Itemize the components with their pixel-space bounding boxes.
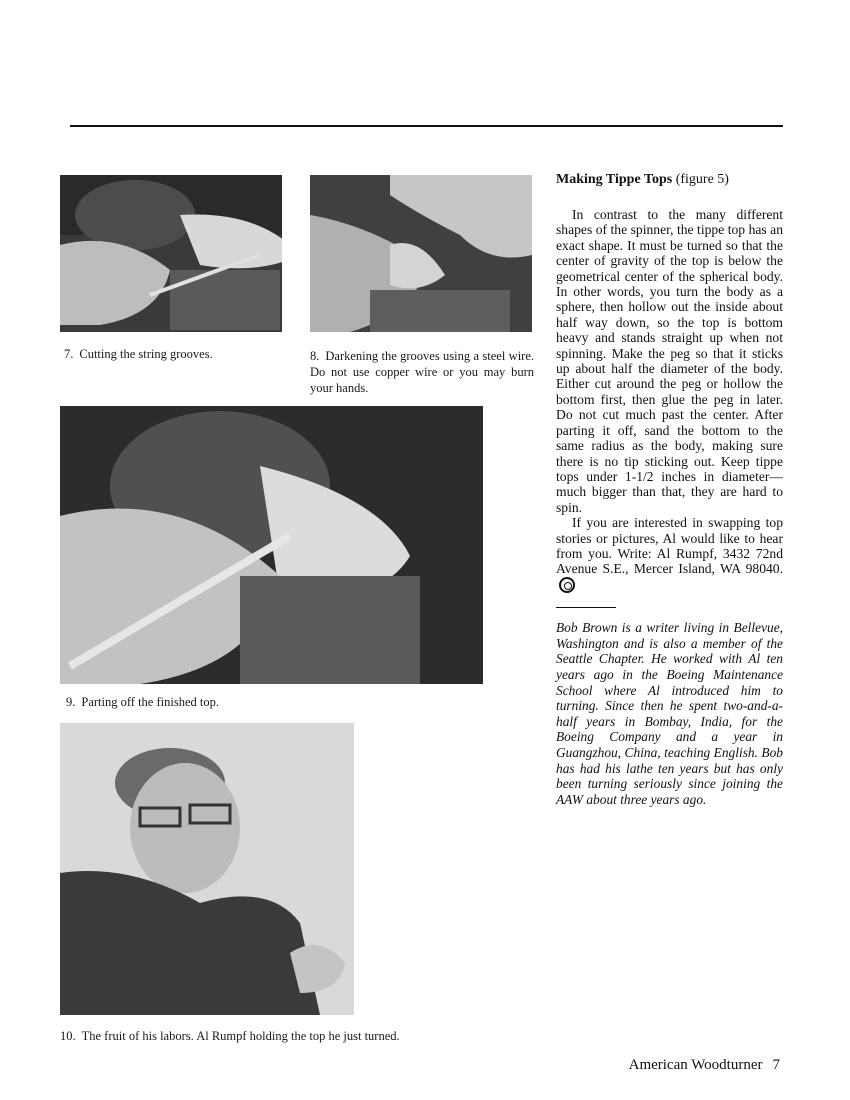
heading-title: Making Tippe Tops bbox=[556, 172, 673, 187]
page-number: 7 bbox=[772, 1057, 780, 1073]
publication-name: American Woodturner bbox=[628, 1057, 763, 1073]
caption-figure-7 bbox=[64, 346, 282, 362]
photo-darkening-grooves bbox=[310, 175, 532, 332]
photo-cutting-string-grooves bbox=[60, 175, 282, 332]
figure-caption: Cutting the string grooves. bbox=[79, 347, 213, 361]
article-column bbox=[556, 172, 783, 807]
paragraph-1: In contrast to the many different shapes of the spinner, the tippe top has an exact shape. It must be turned so that the center of gravity of the top is below the geometrical center of the spherical body. In other words, you turn the body as a sphere, then hollow out the inside about half way down, so the top is bottom heavy and stands straight up when not spinning. Make the peg so that it sticks up about half the diameter of the body. Either cut around the peg or hollow the bottom first, then glue the peg in later. Do not cut much past the center. After parting it off, sand the bottom to the same radius as the body, making sure there is no tip sticking out. Keep tippe tops under 1-1/2 inches in diameter—much bigger than that, they are hard to spin. bbox=[556, 207, 783, 515]
top-rule bbox=[70, 125, 783, 127]
caption-figure-10 bbox=[60, 1028, 560, 1044]
article-heading bbox=[556, 172, 783, 188]
end-mark-icon bbox=[559, 577, 575, 593]
bio-separator bbox=[556, 607, 616, 608]
paragraph-2-text: If you are interested in swapping top stories or pictures, Al would like to hear from you. Write: Al Rumpf, 3432 72nd Avenue S.E., Mercer Island, WA 98040. bbox=[556, 515, 783, 577]
figure-number: 10. bbox=[60, 1029, 76, 1043]
figure-number: 7. bbox=[64, 347, 74, 361]
heading-figure-ref: (figure 5) bbox=[675, 172, 729, 187]
caption-figure-8 bbox=[310, 348, 534, 396]
author-bio: Bob Brown is a writer living in Bellevue, Washington and is also a member of the Seattle Chapter. He worked with Al ten years ago in the Boeing Maintenance School where Al introduced him to turning. Since then he spent two-and-a-half years in Bombay, India, for the Boeing Company and a year in Guangzhou, China, teaching English. Bob has had his lathe ten years but has only been turning seriously since joining the AAW about three years ago. bbox=[556, 620, 783, 807]
photo-parting-off-top bbox=[60, 406, 483, 684]
figure-caption: The fruit of his labors. Al Rumpf holding the top he just turned. bbox=[81, 1029, 400, 1043]
caption-figure-9 bbox=[66, 694, 366, 710]
figure-number: 9. bbox=[66, 695, 76, 709]
figure-number: 8. bbox=[310, 349, 320, 363]
photo-al-rumpf-portrait bbox=[60, 723, 354, 1015]
figure-caption: Parting off the finished top. bbox=[81, 695, 219, 709]
figure-caption: Darkening the grooves using a steel wire. Do not use copper wire or you may burn your hands. bbox=[310, 349, 534, 395]
page-footer bbox=[629, 1057, 780, 1074]
paragraph-2 bbox=[556, 515, 783, 593]
